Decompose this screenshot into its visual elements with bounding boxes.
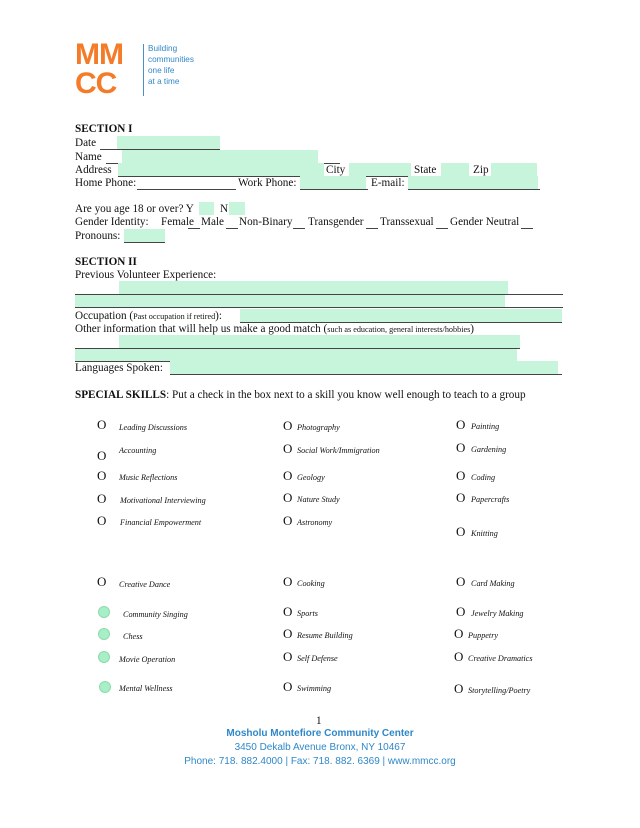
skill-label: Creative Dramatics (468, 654, 533, 663)
skill-label: Sports (297, 609, 318, 618)
age-no-field[interactable] (229, 202, 245, 215)
skill-radio[interactable]: O (283, 574, 293, 589)
skill-label: Cooking (297, 579, 325, 588)
email-underline (408, 189, 540, 190)
skill-label: Geology (297, 473, 325, 482)
languages-underline (170, 374, 562, 375)
skill-label: Creative Dance (119, 580, 171, 589)
occupation-text: Occupation ( (75, 310, 134, 322)
skill-label: Accounting (119, 446, 157, 455)
skill-label: Resume Building (297, 631, 353, 640)
age-yes-field[interactable] (199, 202, 214, 215)
pronouns-field[interactable] (124, 229, 165, 242)
skill-radio[interactable]: O (454, 649, 464, 664)
state-label: State (414, 164, 437, 176)
logo-row-1: MM (75, 38, 123, 71)
special-skills-instruction: : Put a check in the box next to a skill you know well enough to teach to a group (166, 389, 526, 401)
age-no-label: N (220, 203, 229, 215)
date-field[interactable] (117, 136, 220, 149)
other-info-field-2[interactable] (75, 349, 517, 361)
gender-female-label: Female (161, 216, 194, 228)
skill-label: Community Singing (123, 610, 188, 619)
prev-volunteer-label: Previous Volunteer Experience: (75, 269, 217, 281)
skill-radio[interactable]: O (283, 513, 293, 528)
skill-label: Swimming (297, 684, 332, 693)
skill-radio[interactable]: O (456, 524, 466, 539)
city-label: City (326, 164, 346, 176)
skill-radio[interactable]: O (283, 490, 293, 505)
gender-female-line[interactable] (188, 228, 200, 229)
special-skills-heading (75, 389, 526, 402)
skill-radio[interactable]: O (97, 513, 107, 528)
prev-volunteer-field-1[interactable] (119, 281, 508, 294)
skill-radio[interactable]: O (454, 626, 464, 641)
occupation-note: Past occupation if retired (133, 312, 216, 321)
skill-label: Storytelling/Poetry (468, 686, 531, 695)
logo-divider (143, 44, 144, 96)
name-label: Name (75, 151, 102, 163)
skill-radio[interactable]: O (97, 417, 107, 432)
skill-radio[interactable]: O (454, 681, 464, 696)
skill-label: Nature Study (297, 495, 340, 504)
work-phone-label: Work Phone: (238, 177, 297, 189)
home-phone-underline (137, 189, 236, 190)
skill-radio[interactable]: O (283, 679, 293, 694)
zip-field[interactable] (491, 163, 537, 176)
zip-label: Zip (473, 164, 489, 176)
languages-field[interactable] (170, 361, 558, 374)
skill-label: Music Reflections (119, 473, 178, 482)
prev-volunteer-field-2[interactable] (75, 295, 505, 307)
gender-transsexual-label: Transsexual (380, 216, 434, 228)
tagline-line: one life (148, 66, 175, 75)
skill-label: Chess (123, 632, 143, 641)
skill-radio[interactable]: O (456, 440, 466, 455)
footer-contact: Phone: 718. 882.4000 | Fax: 718. 882. 6369 | www.mmcc.org (184, 756, 456, 767)
skill-radio[interactable]: O (283, 418, 293, 433)
skill-label: Papercrafts (471, 495, 510, 504)
languages-label: Languages Spoken: (75, 362, 163, 374)
home-phone-label: Home Phone: (75, 177, 137, 189)
city-field[interactable] (349, 163, 411, 176)
footer-address: 3450 Dekalb Avenue Bronx, NY 10467 (234, 742, 406, 753)
skill-label: Financial Empowerment (120, 518, 202, 527)
skill-radio[interactable]: O (97, 491, 107, 506)
skill-label: Painting (471, 422, 500, 431)
skill-radio[interactable]: O (456, 468, 466, 483)
skill-label: Gardening (471, 445, 507, 454)
state-field[interactable] (441, 163, 469, 176)
prev-volunteer-underline-2 (75, 307, 563, 308)
gender-transgender-line[interactable] (366, 228, 378, 229)
gender-nonbinary-label: Non-Binary (239, 216, 293, 228)
address-field[interactable] (118, 163, 324, 176)
email-label: E-mail: (371, 177, 405, 189)
page-number: 1 (316, 715, 322, 727)
skill-radio-filled[interactable] (99, 681, 111, 693)
occupation-close: ): (215, 310, 223, 322)
logo-letters (75, 40, 123, 98)
skill-radio[interactable]: O (283, 649, 293, 664)
date-label: Date (75, 137, 97, 149)
gender-nonbinary-line[interactable] (293, 228, 305, 229)
logo-row-2: CC (75, 67, 117, 100)
other-info-text: Other information that will help us make a good match ( (75, 323, 328, 335)
email-field[interactable] (408, 176, 538, 189)
work-phone-underline (300, 189, 368, 190)
skill-label: Leading Discussions (119, 423, 188, 432)
skill-label: Photography (297, 423, 340, 432)
occupation-label (75, 310, 222, 323)
gender-male-line[interactable] (226, 228, 238, 229)
address-label: Address (75, 164, 112, 176)
skill-radio[interactable]: O (456, 574, 466, 589)
mmcc-logo (75, 40, 195, 102)
skill-radio[interactable]: O (97, 448, 107, 463)
other-info-close: ) (470, 323, 475, 335)
skill-label: Jewelry Making (471, 609, 524, 618)
other-info-note: such as education, general interests/hobbies (327, 325, 471, 334)
occupation-field[interactable] (240, 309, 562, 322)
skill-radio-filled[interactable] (98, 606, 110, 618)
gender-label: Gender Identity: (75, 216, 149, 228)
gender-neutral-label: Gender Neutral (450, 216, 520, 228)
special-skills-title: SPECIAL SKILLS (75, 389, 167, 401)
skill-radio[interactable]: O (456, 604, 466, 619)
skill-radio[interactable]: O (283, 441, 293, 456)
tagline-line: at a time (148, 77, 180, 86)
skill-radio[interactable]: O (97, 574, 107, 589)
skill-label: Coding (471, 473, 496, 482)
footer-org-name: Mosholu Montefiore Community Center (226, 728, 414, 739)
name-field[interactable] (122, 150, 318, 163)
other-info-field-1[interactable] (119, 335, 520, 348)
skill-label: Knitting (471, 529, 498, 538)
gender-transgender-label: Transgender (308, 216, 364, 228)
skill-radio-filled[interactable] (98, 628, 110, 640)
work-phone-field[interactable] (300, 176, 366, 189)
age-question: Are you age 18 or over? Y (75, 203, 194, 215)
logo-tagline (148, 43, 194, 87)
skill-label: Movie Operation (119, 655, 176, 664)
section-2-title: SECTION II (75, 256, 137, 268)
tagline-line: communities (148, 55, 194, 64)
gender-neutral-line[interactable] (521, 228, 533, 229)
skill-label: Social Work/Immigration (297, 446, 380, 455)
skill-radio[interactable]: O (283, 468, 293, 483)
section-1-title: SECTION I (75, 123, 133, 135)
pronouns-underline (124, 242, 165, 243)
skill-label: Mental Wellness (119, 684, 173, 693)
skill-radio[interactable]: O (456, 490, 466, 505)
skill-radio[interactable]: O (283, 626, 293, 641)
skill-radio[interactable]: O (456, 417, 466, 432)
skill-label: Astronomy (297, 518, 333, 527)
skill-radio[interactable]: O (283, 604, 293, 619)
tagline-line: Building (148, 44, 178, 53)
gender-transsexual-line[interactable] (436, 228, 448, 229)
pronouns-label: Pronouns: (75, 230, 121, 242)
skill-label: Card Making (471, 579, 515, 588)
skill-radio[interactable]: O (97, 468, 107, 483)
skill-radio-filled[interactable] (98, 651, 110, 663)
skill-label: Motivational Interviewing (120, 496, 206, 505)
skill-label: Puppetry (468, 631, 499, 640)
gender-male-label: Male (201, 216, 224, 228)
skill-label: Self Defense (297, 654, 338, 663)
